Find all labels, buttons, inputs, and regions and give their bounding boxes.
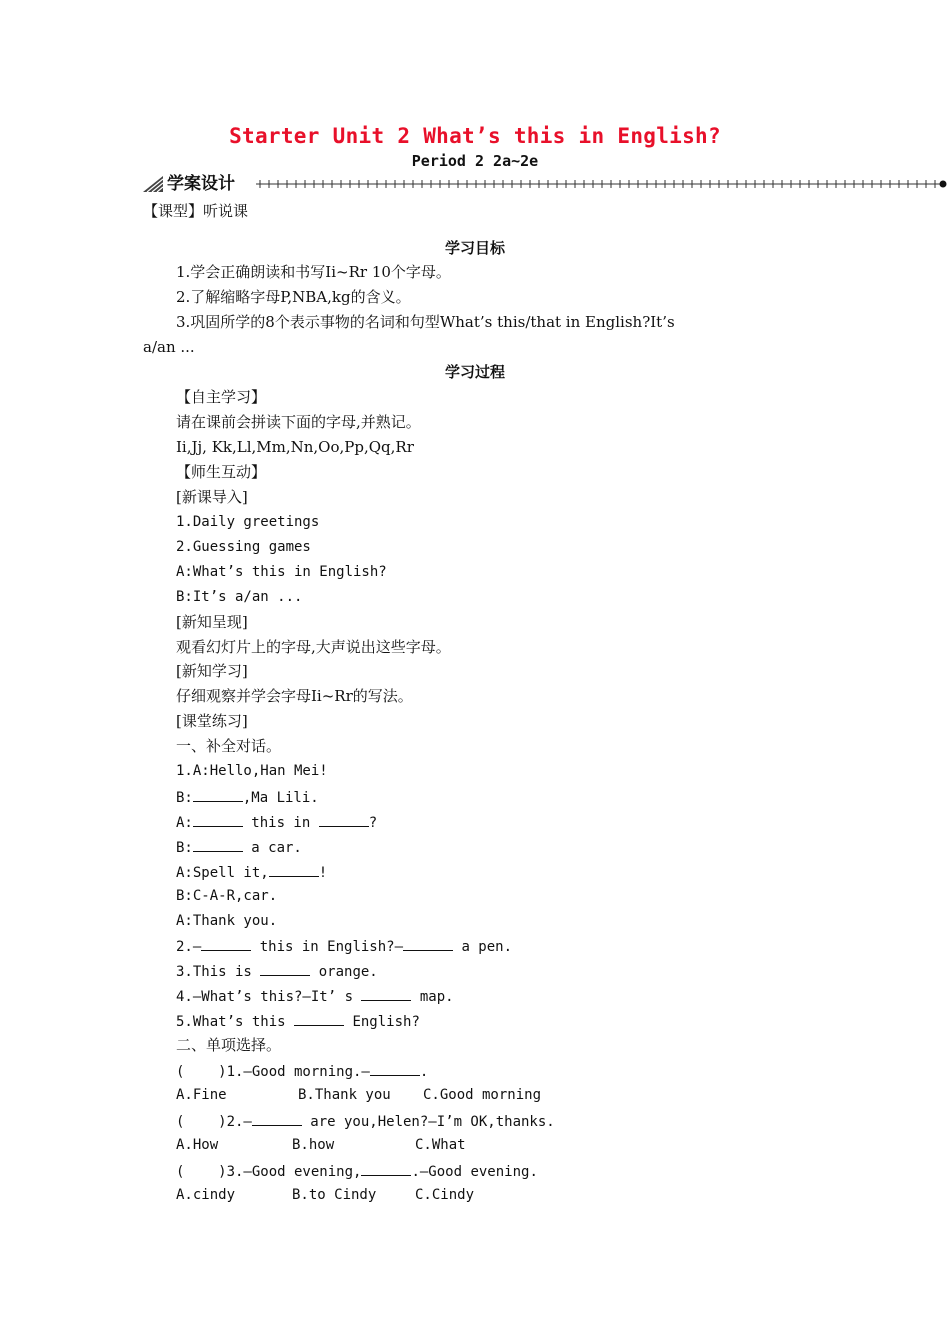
pen-stripes-icon [143, 176, 163, 192]
exercise-line: B: ,Ma Lili. [176, 786, 319, 808]
exercise-line: A:Thank you. [176, 913, 278, 929]
process-heading: 学习过程 [444, 363, 505, 381]
answer-blank[interactable] [260, 960, 310, 976]
section-banner [143, 173, 948, 195]
document-title: Starter Unit 2 What’s this in English? [229, 124, 721, 148]
answer-blank[interactable] [269, 861, 319, 877]
choice-option: A.cindy [176, 1187, 236, 1203]
objectives-heading: 学习目标 [444, 239, 505, 257]
answer-blank[interactable] [252, 1110, 302, 1126]
exercise-question: 2.— this in English?— a pen. [176, 935, 512, 957]
choice-question: ( )2.— are you,Helen?—I’m OK,thanks. [176, 1110, 555, 1132]
lead-in-item: 1.Daily greetings [176, 514, 320, 530]
lead-in-item: 2.Guessing games [176, 539, 311, 555]
exercise-question: 4.—What’s this?—It’ s map. [176, 985, 454, 1007]
choice-option: B.to Cindy [292, 1187, 377, 1203]
banner-dotted-line [256, 173, 948, 195]
banner-label: 学案设计 [167, 174, 235, 194]
choice-option: C.Cindy [415, 1187, 475, 1203]
self-study-heading: 【自主学习】 [176, 388, 267, 406]
choice-question: ( )1.—Good morning.— . [176, 1060, 428, 1082]
answer-blank[interactable] [370, 1060, 420, 1076]
choice-option: A.Fine [176, 1087, 227, 1103]
interaction-heading: 【师生互动】 [176, 463, 267, 481]
answer-blank[interactable] [361, 1160, 411, 1176]
answer-blank[interactable] [361, 985, 411, 1001]
choice-question: ( )3.—Good evening, .—Good evening. [176, 1160, 538, 1182]
exercise-line: A:Spell it, ! [176, 861, 327, 883]
exercise-line: B:C-A-R,car. [176, 888, 278, 904]
answer-blank[interactable] [201, 935, 251, 951]
choice-option: C.What [415, 1137, 466, 1153]
exercise-line: B: a car. [176, 836, 302, 858]
practice-label: [课堂练习] [176, 712, 248, 730]
letters-list: Ii,Jj, Kk,Ll,Mm,Nn,Oo,Pp,Qq,Rr [176, 438, 414, 456]
presentation-label: [新知呈现] [176, 613, 248, 631]
exercise-question: 3.This is orange. [176, 960, 378, 982]
exercise2-heading: 二、单项选择。 [176, 1036, 282, 1054]
answer-blank[interactable] [193, 836, 243, 852]
choice-option: A.How [176, 1137, 219, 1153]
learning-label: [新知学习] [176, 662, 248, 680]
learning-text: 仔细观察并学会字母Ii~Rr的写法。 [176, 687, 413, 705]
exercise-question: 5.What’s this English? [176, 1010, 420, 1032]
period-subtitle: Period 2 2a~2e [411, 152, 539, 170]
choice-option: C.Good morning [423, 1087, 542, 1103]
answer-blank[interactable] [294, 1010, 344, 1026]
exercise-line: 1.A:Hello,Han Mei! [176, 763, 328, 779]
exercise1-heading: 一、补全对话。 [176, 737, 282, 755]
choice-option: B.Thank you [298, 1087, 391, 1103]
course-type: 【课型】听说课 [143, 202, 249, 220]
dialogue-line: B:It’s a/an ... [176, 589, 303, 605]
presentation-text: 观看幻灯片上的字母,大声说出这些字母。 [176, 638, 451, 656]
objective-item: 2.了解缩略字母P,NBA,kg的含义。 [176, 288, 411, 306]
objective-item: 3.巩固所学的8个表示事物的名词和句型What’s this/that in English?It’s [176, 313, 675, 331]
answer-blank[interactable] [193, 811, 243, 827]
answer-blank[interactable] [193, 786, 243, 802]
lead-in-label: [新课导入] [176, 488, 248, 506]
self-study-instruction: 请在课前会拼读下面的字母,并熟记。 [176, 413, 421, 431]
dialogue-line: A:What’s this in English? [176, 564, 387, 580]
answer-blank[interactable] [319, 811, 369, 827]
objective-item: 1.学会正确朗读和书写Ii~Rr 10个字母。 [176, 263, 451, 281]
objective-item-continued: a/an ... [143, 338, 195, 356]
choice-option: B.how [292, 1137, 335, 1153]
answer-blank[interactable] [403, 935, 453, 951]
exercise-line: A: this in ? [176, 811, 377, 833]
